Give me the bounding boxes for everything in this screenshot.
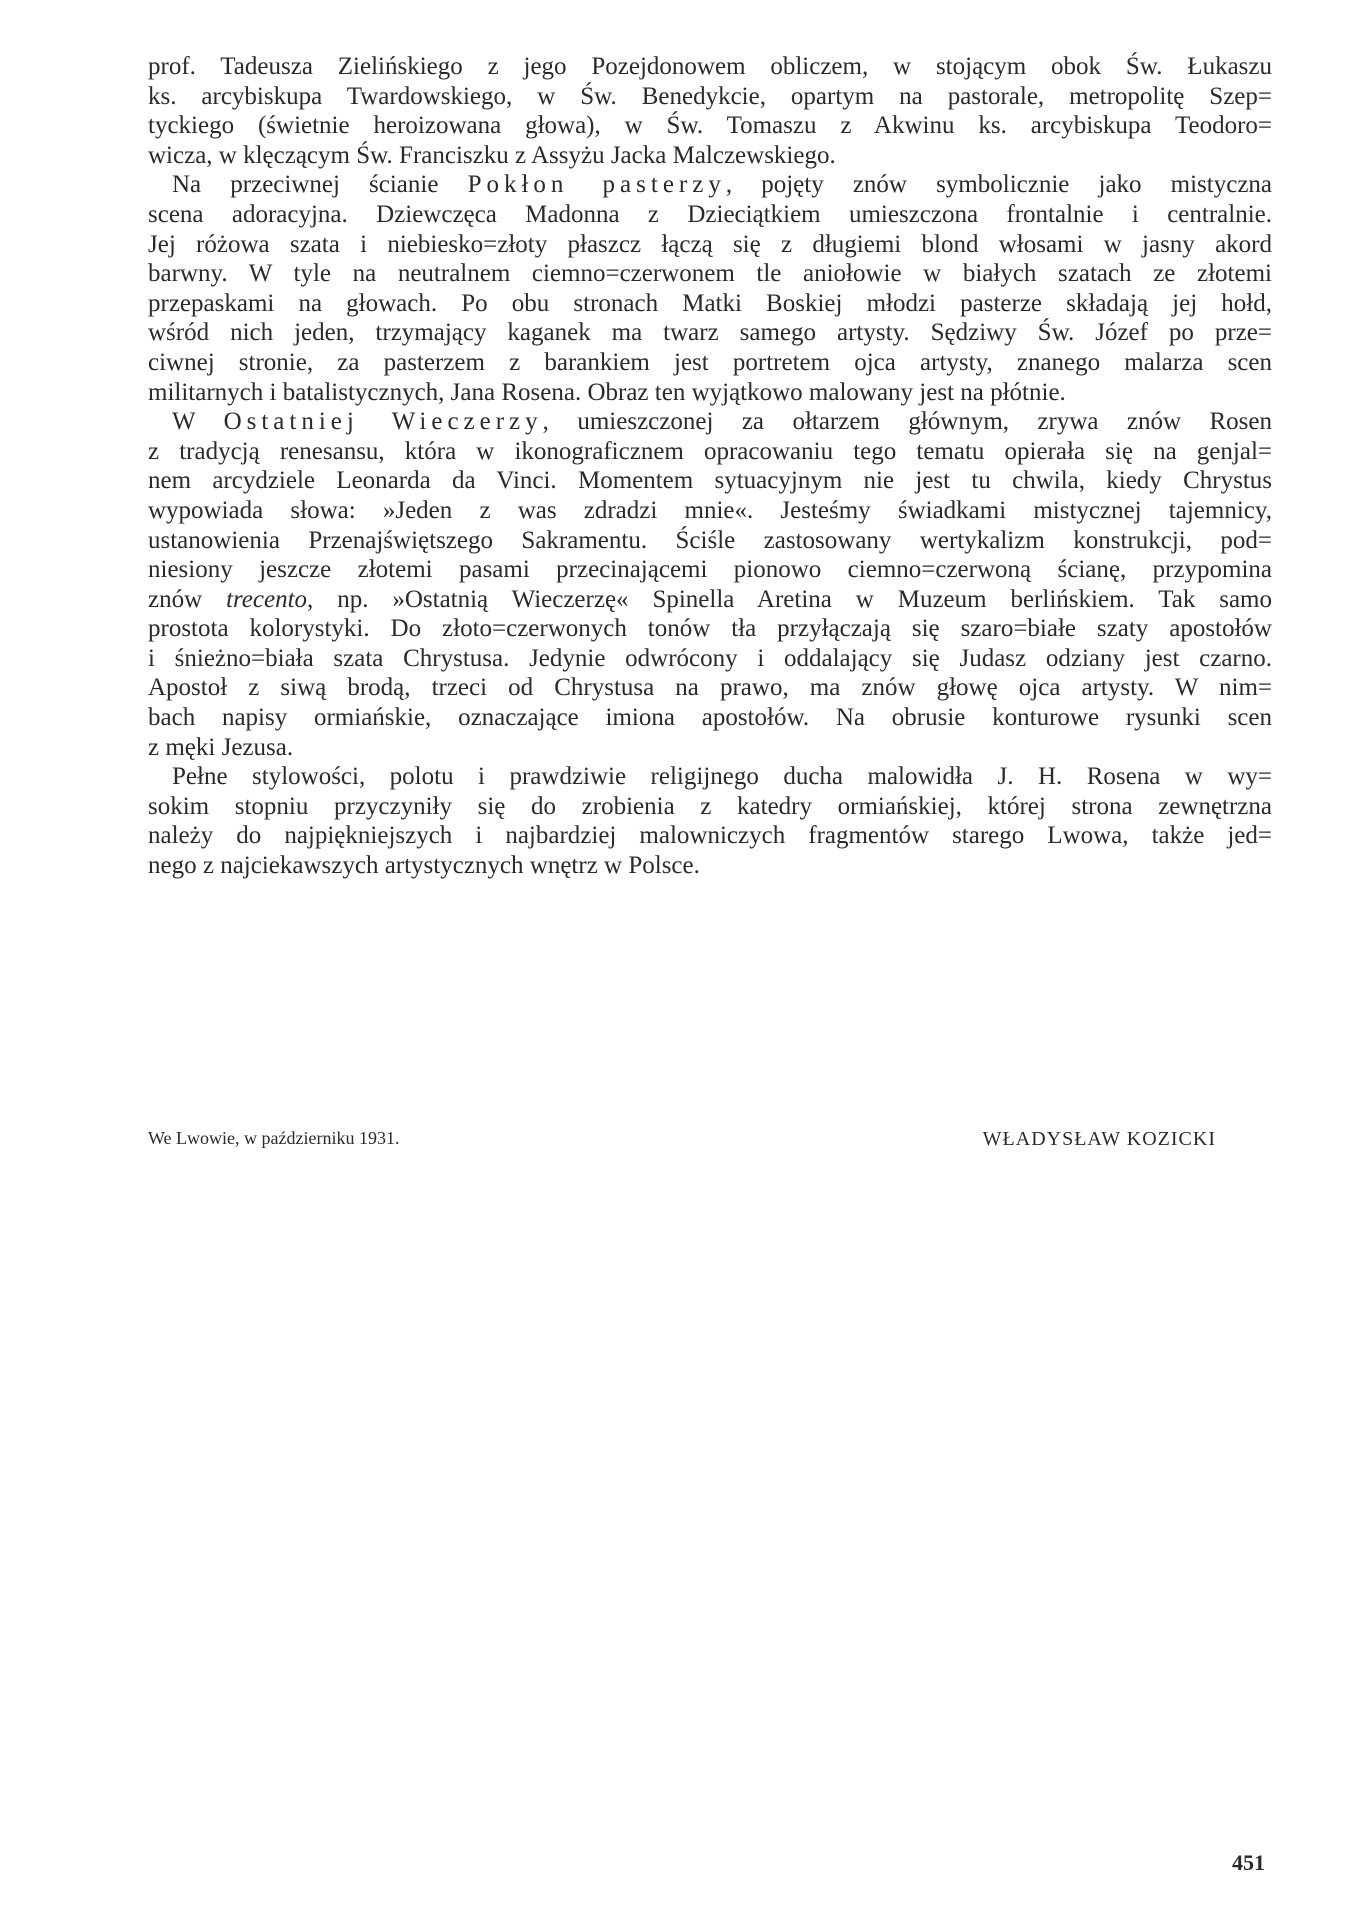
text-line: Pełne stylowości, polotu i prawdziwie religijnego ducha malowidła J. H. Rosena w wy= <box>172 763 1272 791</box>
text-line: tyckiego (świetnie heroizowana głowa), w Św. Tomaszu z Akwinu ks. arcybiskupa Teodoro= <box>148 112 1272 140</box>
text-line: Jej różowa szata i niebiesko=złoty płaszcz łączą się z długiemi blond włosami w jasny akord <box>148 230 1272 258</box>
text-line: barwny. W tyle na neutralnem ciemno=czerwonem tle aniołowie w białych szatach ze złotemi <box>148 260 1272 288</box>
artwork-title: Pokłon pasterzy <box>467 171 726 199</box>
paragraphs <box>148 52 1272 881</box>
author-name: WŁADYSŁAW KOZICKI <box>982 1128 1216 1150</box>
text-line: z męki Jezusa. <box>148 733 294 761</box>
text-line: i śnieżno=biała szata Chrystusa. Jedynie odwrócony i oddalający się Judasz odziany jest czarno. <box>148 644 1272 672</box>
text-line: prof. Tadeusza Zielińskiego z jego Pozejdonowem obliczem, w stojącym obok Św. Łukaszu <box>148 53 1272 80</box>
text-line: sokim stopniu przyczyniły się do zrobienia z katedry ormiańskiej, której strona zewnętrzna <box>148 792 1272 820</box>
paragraph <box>148 762 1272 880</box>
text-line: wypowiada słowa: »Jeden z was zdradzi mnie«. Jesteśmy świadkami mistycznej tajemnicy, <box>148 496 1272 524</box>
text-line: przepaskami na głowach. Po obu stronach Matki Boskiej młodzi pasterze składają jej hołd, <box>148 289 1272 317</box>
text-line: W Ostatniej Wieczerzy, umieszczonej za ołtarzem głównym, zrywa znów Rosen <box>172 408 1273 436</box>
document-body <box>148 52 1272 881</box>
text-line: wicza, w klęczącym Św. Franciszku z Assyżu Jacka Malczewskiego. <box>148 141 836 169</box>
text-line: znów trecento, np. »Ostatnią Wieczerzę« Spinella Aretina w Muzeum berlińskiem. Tak samo <box>148 585 1273 613</box>
text-line: ciwnej stronie, za pasterzem z barankiem jest portretem ojca artysty, znanego malarza scen <box>148 348 1272 376</box>
text-line: Na przeciwnej ścianie Pokłon pasterzy, pojęty znów symbolicznie jako mistyczna <box>172 171 1273 199</box>
text-line: bach napisy ormiańskie, oznaczające imiona apostołów. Na obrusie konturowe rysunki scen <box>148 704 1272 732</box>
text-line: militarnych i batalistycznych, Jana Rosena. Obraz ten wyjątkowo malowany jest na płótnie. <box>148 378 1066 406</box>
text-line: należy do najpiękniejszych i najbardziej malowniczych fragmentów starego Lwowa, także jed= <box>148 822 1272 850</box>
text-line: wśród nich jeden, trzymający kaganek ma twarz samego artysty. Sędziwy Św. Józef po prze= <box>148 319 1272 347</box>
text-line: z tradycją renesansu, która w ikonograficznem opracowaniu tego tematu opierała się na genjal= <box>148 437 1272 465</box>
text-line: ks. arcybiskupa Twardowskiego, w Św. Benedykcie, opartym na pastorale, metropolitę Szep= <box>148 82 1272 110</box>
text-line: Apostoł z siwą brodą, trzeci od Chrystusa na prawo, ma znów głowę ojca artysty. W nim= <box>148 674 1272 702</box>
text-line: ustanowienia Przenajświętszego Sakramentu. Ściśle zastosowany wertykalizm konstrukcji, pod= <box>148 526 1272 554</box>
signature-block <box>148 1128 1216 1151</box>
paragraph <box>148 52 1272 170</box>
text-line: niesiony jeszcze złotemi pasami przecinającemi pionowo ciemno=czerwoną ścianę, przypomina <box>148 556 1272 584</box>
paragraph <box>148 407 1272 762</box>
text-line: nego z najciekawszych artystycznych wnętrz w Polsce. <box>148 852 700 880</box>
paragraph <box>148 170 1272 407</box>
italic-term: trecento <box>226 585 308 613</box>
text-line: prostota kolorystyki. Do złoto=czerwonych tonów tła przyłączają się szaro=białe szaty apostołów <box>148 615 1272 643</box>
text-line: nem arcydziele Leonarda da Vinci. Momentem sytuacyjnym nie jest tu chwila, kiedy Chrystus <box>148 467 1272 495</box>
place-date: We Lwowie, w październiku 1931. <box>148 1128 400 1148</box>
text-line: scena adoracyjna. Dziewczęca Madonna z Dzieciątkiem umieszczona frontalnie i centralnie. <box>148 200 1272 228</box>
page-number: 451 <box>1232 1850 1265 1875</box>
artwork-title: Ostatniej Wieczerzy <box>223 408 543 436</box>
